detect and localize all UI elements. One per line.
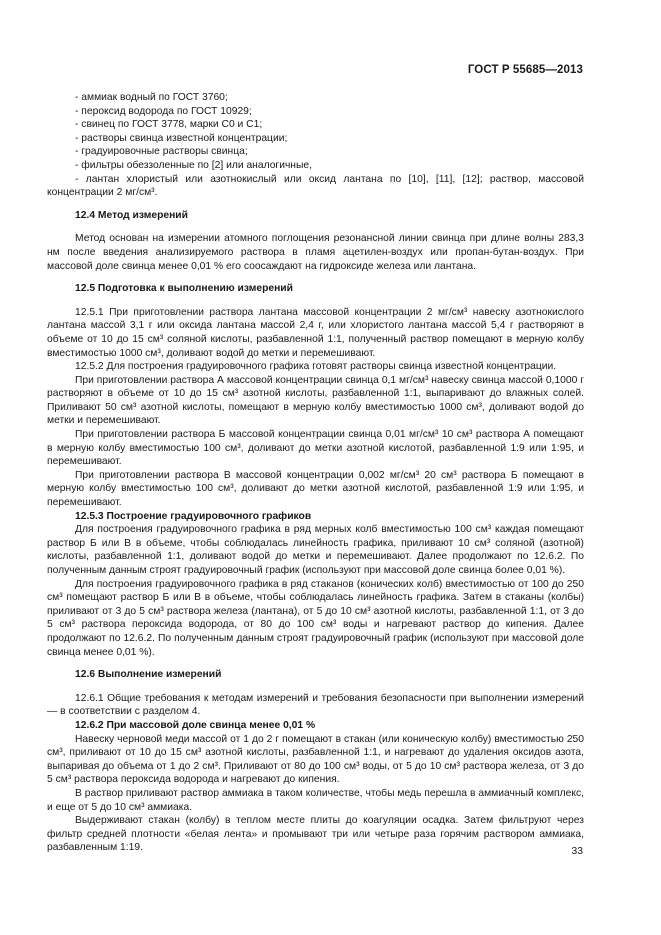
- page-content: [47, 91, 584, 855]
- paragraph-calibration-beakers: Для построения градуировочного графика в ряд стаканов (конических колб) вместимостью от 100 до 250 см³ помещают раствор Б или В в объеме, чтобы соблюдалась линейность графика. Затем в стаканы (колбы) приливают от 3 до 5 см³ раствора железа (лантана), от 5 до 10 см³ азотной кислоты, разбавленной 1:1, от 3 до 5 см³ раствора пероксида водорода, от 80 до 100 см³ воды и нагревают раствор до кипения. Далее продолжают по 12.6.2. По полученным данным строят градуировочный график (используют при массовой доле свинца менее 0,01 %).: [47, 578, 584, 658]
- paragraph-sample-prep: Навеску черновой меди массой от 1 до 2 г помещают в стакан (или коническую колбу) вместимостью 250 см³, приливают от 10 до 15 см³ азотной кислоты, разбавленной 1:1, и нагревают до удаления оксидов азота, выпаривая до объема от 1 до 2 см³. Приливают от 80 до 100 см³ воды, от 5 до 10 см³ раствора железа, от 3 до 5 см³ раствора пероксида водорода и нагревают до кипения.: [47, 733, 584, 786]
- subheading-12-6-2: 12.6.2 При массовой доле свинца менее 0,01 %: [75, 719, 316, 731]
- section-heading-12-6: 12.6 Выполнение измерений: [75, 669, 222, 681]
- paragraph-calibration-flasks: Для построения градуировочного графика в ряд мерных колб вместимостью 100 см³ каждая помещают раствор Б или В в объеме, чтобы соблюдалась линейность графика, приливают 10 см³ соляной (азотной) кислоты, разбавленной 1:1, доливают водой до метки и перемешивают. Далее продолжают по 12.6.2. По полученным данным строят градуировочный график (используют при массовой доле свинца более 0,01 %).: [47, 524, 584, 576]
- reagent-item: - свинец по ГОСТ 3778, марки С0 и С1;: [75, 119, 263, 131]
- reagent-item: - лантан хлористый или азотнокислый или оксид лантана по [10], [11], [12]; раствор, массовой концентрации 2 мг/см³.: [47, 173, 584, 199]
- reagent-item: - пероксид водорода по ГОСТ 10929;: [75, 105, 252, 117]
- paragraph-solution-b: При приготовлении раствора Б массовой концентрации свинца 0,01 мг/см³ 10 см³ раствора А помещают в мерную колбу вместимостью 100 см³, доливают до метки азотной кислотой, разбавленной 1:9 или 1:95, и перемешивают.: [47, 429, 584, 468]
- paragraph-filtration: Выдерживают стакан (колбу) в теплом месте плиты до коагуляции осадка. Затем фильтруют через фильтр средней плотности «белая лента» и промывают три или четыре раза горячим раствором аммиака, разбавленным 1:19.: [47, 815, 584, 854]
- subheading-12-5-3: 12.5.3 Построение градуировочного графиков: [75, 510, 312, 522]
- reagent-item: - градуировочные растворы свинца;: [75, 146, 248, 158]
- reagent-item: - аммиак водный по ГОСТ 3760;: [75, 92, 228, 103]
- paragraph-solution-v: При приготовлении раствора В массовой концентрации 0,002 мг/см³ 20 см³ раствора Б помещают в мерную колбу вместимостью 100 см³, доливают до метки азотной кислотой, разбавленной 1:9 или 1:95, и перемешивают.: [47, 469, 584, 509]
- paragraph-12-6-1: 12.6.1 Общие требования к методам измерений и требования безопасности при выполнении измерений — в соответствии с разделом 4.: [47, 692, 584, 718]
- reagent-item: - фильтры обеззоленные по [2] или аналогичные,: [75, 159, 312, 171]
- document-id-header: ГОСТ Р 55685—2013: [467, 64, 583, 76]
- paragraph-ammonia: В раствор приливают раствор аммиака в таком количестве, чтобы медь перешла в аммиачный комплекс, и еще от 5 до 10 см³ аммиака.: [47, 787, 584, 813]
- paragraph-solution-a: При приготовлении раствора А массовой концентрации свинца 0,1 мг/см³ навеску свинца массой 0,1000 г растворяют в объеме от 10 до 15 см³ азотной кислоты, разбавленной 1:1, выпаривают до влажных солей. Приливают 50 см³ азотной кислоты, помещают в мерную колбу вместимостью 1000 см³, доливают водой до метки и перемешивают.: [47, 374, 584, 427]
- reagent-list: [47, 91, 584, 200]
- reagent-item: - растворы свинца известной концентрации;: [75, 132, 288, 144]
- section-heading-12-4: 12.4 Метод измерений: [75, 209, 188, 221]
- page-number: 33: [571, 846, 583, 857]
- section-heading-12-5: 12.5 Подготовка к выполнению измерений: [75, 283, 293, 295]
- paragraph-12-5-1: 12.5.1 При приготовлении раствора лантана массовой концентрации 2 мг/см³ навеску азотнокислого лантана массой 3,1 г или оксида лантана массой 2,4 г, или хлористого лантана массой 5,4 г растворяют в объеме от 10 до 15 см³ соляной кислоты, разбавленной 1:1, полученный раствор помещают в мерную колбу вместимостью 1000 см³, доливают водой до метки и перемешивают.: [47, 306, 584, 359]
- section-12-4-text: Метод основан на измерении атомного поглощения резонансной линии свинца при длине волны 283,3 нм после введения анализируемого раствора в пламя ацетилен-воздух или пропан-бутан-воздух. При массовой доле свинца менее 0,01 % его соосаждают на гидроксиде железа или лантана.: [47, 233, 584, 272]
- paragraph-12-5-2: 12.5.2 Для построения градуировочного графика готовят растворы свинца известной концентрации.: [75, 361, 557, 373]
